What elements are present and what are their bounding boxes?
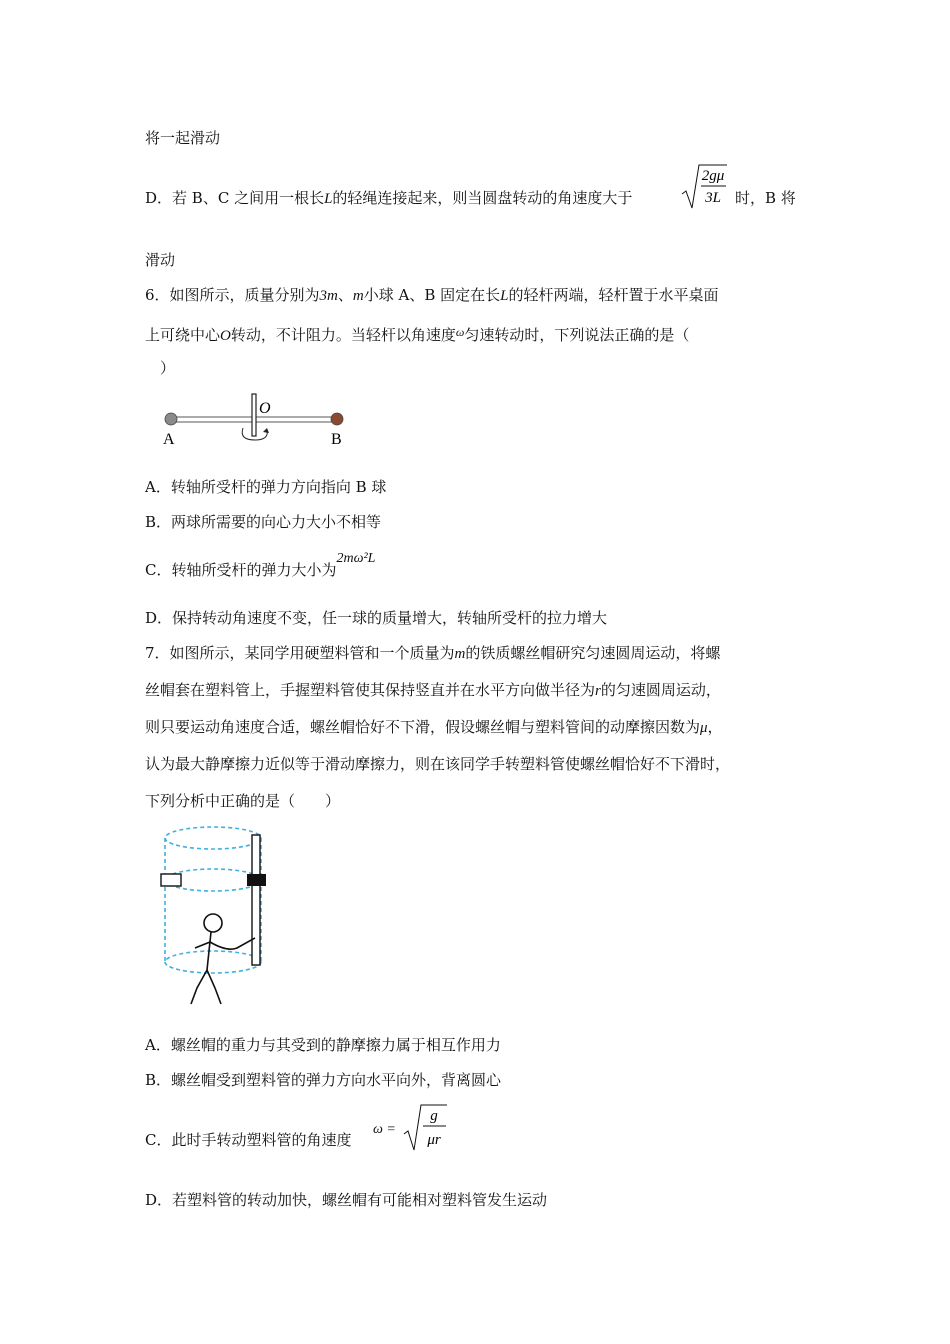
stick-person: [191, 914, 255, 1004]
q7-stem-line-3: 则只要运动角速度合适，螺丝帽恰好不下滑，假设螺丝帽与塑料管间的动摩擦因数为μ，: [145, 718, 723, 736]
nut-outline-left: [161, 874, 181, 886]
q7-option-a: A．螺丝帽的重力与其受到的静摩擦力属于相互作用力: [145, 1036, 501, 1054]
q7-stem-line-4: 认为最大静摩擦力近似等于滑动摩擦力，则在该同学手转塑料管使螺丝帽恰好不下滑时，: [145, 755, 731, 773]
q7-option-d: D．若塑料管的转动加快，螺丝帽有可能相对塑料管发生运动: [145, 1191, 548, 1209]
sqrt-fraction-g-mur: [403, 1104, 449, 1152]
q5-option-d: D．若 B、C 之间用一根长L的轻绳连接起来，则当圆盘转动的角速度大于 2gμ 3L 时，B 将: [145, 188, 632, 209]
q7-option-c: C．此时手转动塑料管的角速度 ω = g μr: [145, 1130, 351, 1150]
q6-option-d: D．保持转动角速度不变，任一球的质量增大，转轴所受杆的拉力增大: [145, 609, 608, 627]
sqrt-fraction-2gmu-3L: [681, 164, 727, 210]
q5-continuation: 将一起滑动: [145, 129, 221, 147]
q7-stem-line-5: 下列分析中正确的是（ ）: [145, 792, 341, 810]
q6-rod-figure: [155, 390, 355, 448]
q6-stem-line-3: ）: [160, 359, 176, 377]
label-o: O: [259, 400, 271, 417]
svg-text:2gμ: 2gμ: [701, 168, 725, 184]
q7-tube-figure: [155, 820, 275, 1015]
svg-text:μr: μr: [427, 1132, 441, 1148]
plastic-tube: [252, 835, 260, 965]
ball-b: [331, 413, 343, 425]
q7-stem-line-2: 丝帽套在塑料管上，手握塑料管使其保持竖直并在水平方向做半径为r的匀速圆周运动，: [145, 681, 721, 699]
label-b: B: [331, 431, 342, 448]
rotation-axis: [252, 394, 256, 436]
q7-stem-line-1: 7．如图所示，某同学用硬塑料管和一个质量为m的铁质螺丝帽研究匀速圆周运动，将螺: [145, 644, 721, 662]
q6-stem-line-1: 6．如图所示，质量分别为3m、m小球 A、B 固定在长L的轻杆两端，轻杆置于水平桌面: [145, 286, 719, 304]
bottom-circle: [165, 951, 261, 973]
q5-option-d-continuation: 滑动: [145, 251, 176, 269]
q6-option-c: C．转轴所受杆的弹力大小为2mω²L: [145, 551, 376, 579]
svg-text:g: g: [430, 1108, 438, 1124]
q6-stem-line-2: 上可绕中心O转动，不计阻力。当轻杆以角速度$^\omega$匀速转动时，下列说法正确的是（: [145, 325, 690, 344]
arrow-head-icon: [263, 428, 269, 433]
q7-option-b: B．螺丝帽受到塑料管的弹力方向水平向外，背离圆心: [145, 1071, 502, 1089]
nut-on-tube: [247, 874, 266, 886]
ball-a: [165, 413, 177, 425]
top-circle: [165, 827, 261, 849]
label-a: A: [163, 431, 175, 448]
q6-option-b: B．两球所需要的向心力大小不相等: [145, 513, 382, 531]
q6-option-a: A．转轴所受杆的弹力方向指向 B 球: [145, 478, 387, 496]
svg-text:3L: 3L: [705, 190, 721, 206]
